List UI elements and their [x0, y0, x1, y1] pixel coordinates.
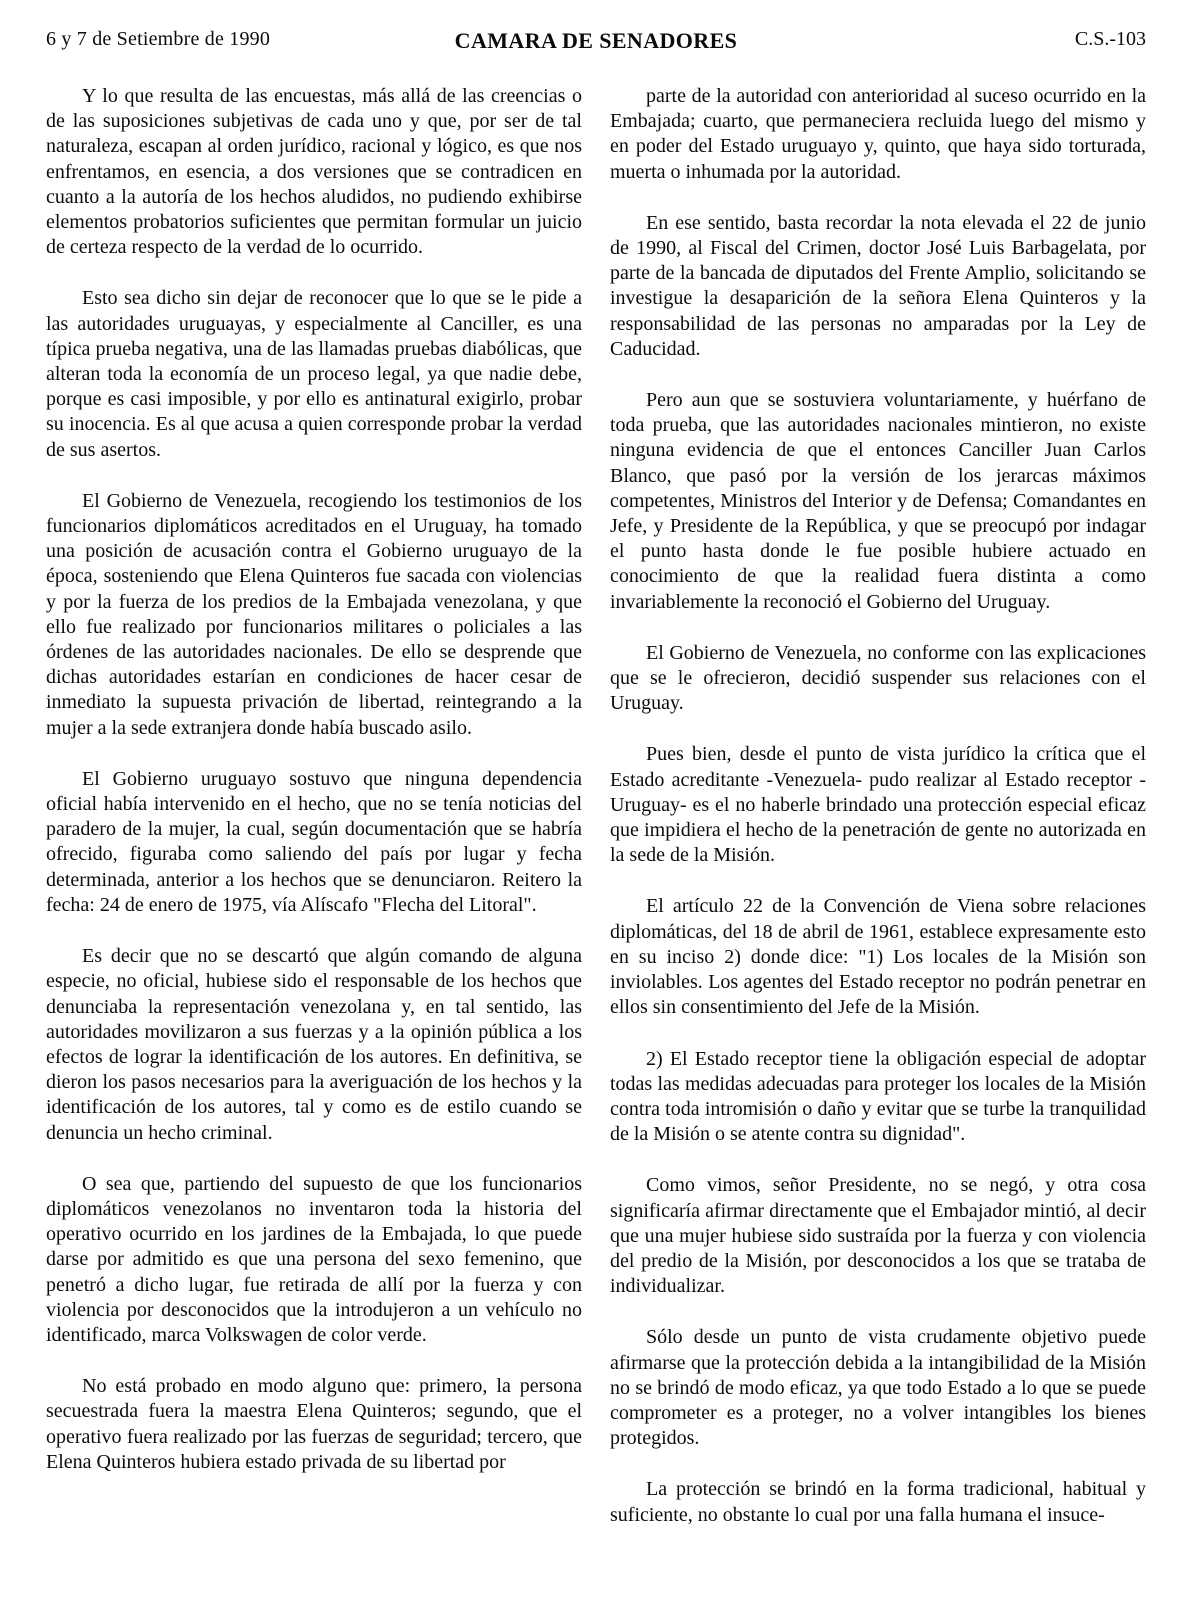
page-title: CAMARA DE SENADORES	[454, 28, 738, 53]
paragraph: No está probado en modo alguno que: primero, la persona secuestrada fuera la maestra Elena Quinteros; segundo, que el operativo fuera realizado por las fuerzas de seguridad; tercero, que Elena Quinteros hubiera estado privada de su libertad por	[46, 1375, 582, 1473]
paragraph: El Gobierno de Venezuela, recogiendo los testimonios de los funcionarios diplomáticos acreditados en el Uruguay, ha tomado una posición de acusación contra el Gobierno uruguayo de la época, sosteniendo que Elena Quinteros fue sacada con violencias y por la fuerza de los predios de la Embajada venezolana, y que ello fue realizado por funcionarios militares o policiales a las órdenes de las autoridades nacionales. De ello se desprende que dichas autoridades estarían en condiciones de hacer cesar de inmediato la supuesta privación de libertad, reintegrando a la mujer a la sede extranjera donde había buscado asilo.	[46, 489, 582, 739]
paragraph: El Gobierno uruguayo sostuvo que ninguna dependencia oficial había intervenido en el hecho, que no se tenía noticias del paradero de la mujer, la cual, según documentación que se habría ofrecido, figuraba como saliendo del país por lugar y fecha determinada, anterior a los hechos que se denunciaron. Reitero la fecha: 24 de enero de 1975, vía Alíscafo "Flecha del Litoral".	[46, 767, 582, 916]
paragraph: La protección se brindó en la forma tradicional, habitual y suficiente, no obstante lo cual por una falla humana el insuce-	[610, 1478, 1146, 1526]
paragraph: El artículo 22 de la Convención de Viena sobre relaciones diplomáticas, del 18 de abril de 1961, establece expresamente esto en su inciso 2) donde dice: "1) Los locales de la Misión son inviolables. Los agentes del Estado receptor no podrán penetrar en ellos sin consentimiento del Jefe de la Misión.	[610, 895, 1146, 1019]
paragraph: En ese sentido, basta recordar la nota elevada el 22 de junio de 1990, al Fiscal del Crimen, doctor José Luis Barbagelata, por parte de la bancada de diputados del Frente Amplio, solicitando se investigue la desaparición de la señora Elena Quinteros y la responsabilidad de las personas no amparadas por la Ley de Caducidad.	[610, 211, 1146, 360]
paragraph: Pero aun que se sostuviera voluntariamente, y huérfano de toda prueba, que las autoridades nacionales mintieron, no existe ninguna evidencia de que el entonces Canciller Juan Carlos Blanco, que pasó por la versión de los jerarcas máximos competentes, Ministros del Interior y de Defensa; Comandantes en Jefe, y Presidente de la República, y que se preocupó por indagar el punto hasta donde le fue posible hubiere actuado en conocimiento de que la realidad fuera distinta a como invariablemente la reconoció el Gobierno del Uruguay.	[610, 389, 1146, 613]
page-header	[46, 28, 1146, 58]
paragraph: Esto sea dicho sin dejar de reconocer que lo que se le pide a las autoridades uruguayas, y especialmente al Canciller, es una típica prueba negativa, una de las llamadas pruebas diabólicas, que alteran toda la economía de un proceso legal, ya que nadie debe, porque es casi imposible, y por ello es antinatural exigirlo, probar su inocencia. Es al que acusa a quien corresponde probar la verdad de sus asertos.	[46, 287, 582, 461]
paragraph: Y lo que resulta de las encuestas, más allá de las creencias o de las suposiciones subjetivas de cada uno y que, por ser de tal naturaleza, escapan al orden jurídico, racional y lógico, es que nos enfrentamos, en esencia, a dos versiones que se contradicen en cuanto a la autoría de los hechos aludidos, no pudiendo exhibirse elementos probatorios suficientes que permitan formular un juicio de certeza respecto de la verdad de lo ocurrido.	[46, 85, 582, 259]
paragraph: Sólo desde un punto de vista crudamente objetivo puede afirmarse que la protección debida a la intangibilidad de la Misión no se brindó de modo eficaz, ya que todo Estado a lo que se puede comprometer es a proteger, no a volver intangibles los bienes protegidos.	[610, 1326, 1146, 1450]
paragraph: Pues bien, desde el punto de vista jurídico la crítica que el Estado acreditante -Venezuela- pudo realizar al Estado receptor -Uruguay- es el no haberle brindado una protección especial eficaz que impidiera el hecho de la penetración de gente no autorizada en la sede de la Misión.	[610, 743, 1146, 867]
paragraph: Es decir que no se descartó que algún comando de alguna especie, no oficial, hubiese sido el responsable de los hechos que denunciaba la representación venezolana y, en tal sentido, las autoridades movilizaron a sus fuerzas y a la opinión pública a los efectos de lograr la identificación de los autores. En definitiva, se dieron los pasos necesarios para la averiguación de los hechos y la identificación de los autores, tal y como es de estilo cuando se denuncia un hecho criminal.	[46, 945, 582, 1144]
paragraph: Como vimos, señor Presidente, no se negó, y otra cosa significaría afirmar directamente que el Embajador mintió, al decir que una mujer hubiese sido sustraída por la fuerza y con violencia del predio de la Misión, por desconocidos a los que se trataba de individualizar.	[610, 1174, 1146, 1298]
text-columns	[46, 84, 1146, 1554]
paragraph: 2) El Estado receptor tiene la obligación especial de adoptar todas las medidas adecuadas para proteger los locales de la Misión contra toda intromisión o daño y evitar que se turbe la tranquilidad de la Misión o se atente contra su dignidad".	[610, 1047, 1146, 1146]
paragraph: O sea que, partiendo del supuesto de que los funcionarios diplomáticos venezolanos no inventaron toda la historia del operativo ocurrido en los jardines de la Embajada, lo que puede darse por admitido es que una persona del sexo femenino, que penetró a dicho lugar, fue retirada de allí por la fuerza y con violencia por desconocidos que la introdujeron a un vehículo no identificado, marca Volkswagen de color verde.	[46, 1172, 582, 1346]
header-code: C.S.-103	[1074, 28, 1146, 50]
right-column	[610, 84, 1146, 1554]
header-date: 6 y 7 de Setiembre de 1990	[46, 28, 271, 50]
paragraph: parte de la autoridad con anterioridad al suceso ocurrido en la Embajada; cuarto, que permaneciera recluida luego del mismo y en poder del Estado uruguayo y, quinto, que haya sido torturada, muerta o inhumada por la autoridad.	[610, 85, 1146, 183]
left-column	[46, 84, 582, 1554]
paragraph: El Gobierno de Venezuela, no conforme con las explicaciones que se le ofrecieron, decidió suspender sus relaciones con el Uruguay.	[610, 641, 1146, 715]
